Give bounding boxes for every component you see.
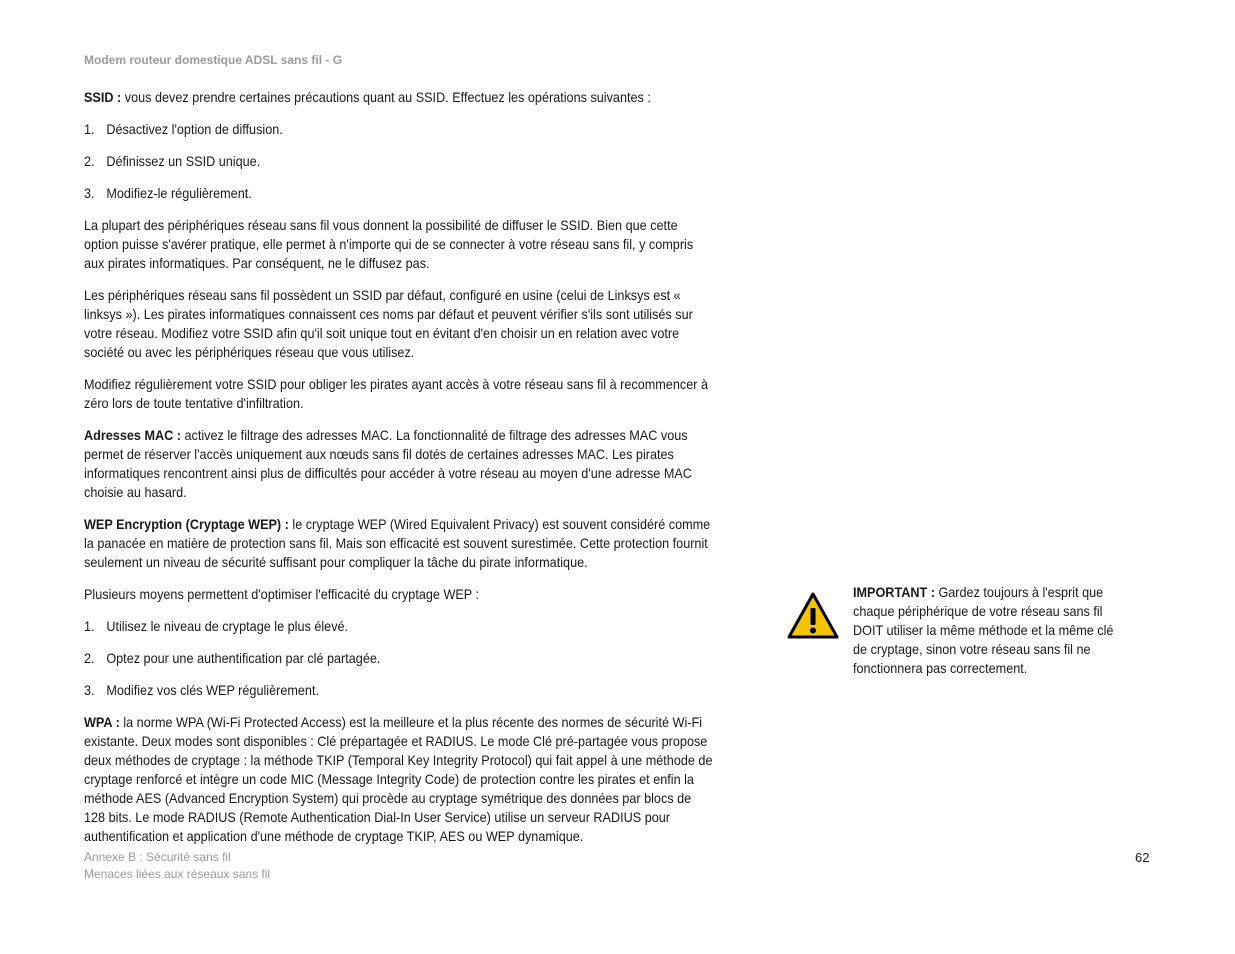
list-item: 1. Désactivez l'option de diffusion.: [84, 122, 283, 137]
important-text: IMPORTANT : Gardez toujours à l'esprit que chaque périphérique de votre réseau sans fil DOIT utiliser la même méthode et la même clé de cryptage, sinon votre réseau sans fil ne fonctionnera pas correctement.: [853, 585, 1114, 676]
ssid-paragraph: Les périphériques réseau sans fil possèdent un SSID par défaut, configuré en usine (celui de Linksys est « linksys »). Les pirates informatiques connaissent ces noms par défaut et peuvent vérifier s'ils sont utilisés sur votre réseau. Modifiez votre SSID afin qu'il soit unique tout en évitant d'en choisir un en relation avec votre société ou avec les périphériques réseau que vous utilisez.: [84, 288, 693, 360]
wep-paragraph: WEP Encryption (Cryptage WEP) : le cryptage WEP (Wired Equivalent Privacy) est souvent considéré comme la panacée en matière de protection sans fil. Mais son efficacité est souvent surestimée. Cette protection fournit seulement un niveau de sécurité suffisant pour compliquer la tâche du pirate informatique.: [84, 517, 711, 570]
footer-chapter: Annexe B : Sécurité sans fil: [84, 850, 231, 864]
wpa-label: WPA :: [84, 715, 120, 730]
ssid-paragraph: Modifiez régulièrement votre SSID pour obliger les pirates ayant accès à votre réseau sans fil à recommencer à zéro lors de toute tentative d'infiltration.: [84, 377, 708, 411]
list-item: 1. Utilisez le niveau de cryptage le plus élevé.: [84, 619, 349, 634]
ssid-steps: [84, 120, 713, 203]
wpa-paragraph: WPA : la norme WPA (Wi-Fi Protected Access) est la meilleure et la plus récente des normes de sécurité Wi-Fi existante. Deux modes sont disponibles : Clé prépartagée et RADIUS. Le mode Clé pré-partagée vous propose deux méthodes de cryptage : la méthode TKIP (Temporal Key Integrity Protocol) qui fait appel à une méthode de cryptage renforcé et intègre un code MIC (Message Integrity Code) de protection contre les pirates et enfin la méthode AES (Advanced Encryption System) qui procède au cryptage symétrique des données par blocs de 128 bits. Le mode RADIUS (Remote Authentication Dial-In User Service) utilise un serveur RADIUS pour authentification et application d'une méthode de cryptage TKIP, AES ou WEP dynamique.: [84, 715, 713, 844]
page-number: 62: [1135, 850, 1150, 865]
list-item: 3. Modifiez-le régulièrement.: [84, 186, 252, 201]
wep-steps: [84, 617, 713, 700]
wep-label: WEP Encryption (Cryptage WEP) :: [84, 517, 289, 532]
mac-label: Adresses MAC :: [84, 428, 181, 443]
important-label: IMPORTANT :: [853, 585, 935, 600]
list-item: 3. Modifiez vos clés WEP régulièrement.: [84, 683, 319, 698]
mac-paragraph: Adresses MAC : activez le filtrage des adresses MAC. La fonctionnalité de filtrage des adresses MAC vous permet de réserver l'accès uniquement aux nœuds sans fil dotés de certaines adresses MAC. Les pirates informatiques rencontrent ainsi plus de difficultés pour accéder à votre réseau au moyen d'une adresse MAC choisie au hasard.: [84, 428, 692, 500]
running-header: Modem routeur domestique ADSL sans fil - G: [84, 53, 343, 67]
ssid-label: SSID :: [84, 90, 122, 105]
list-item: 2. Optez pour une authentification par clé partagée.: [84, 651, 381, 666]
list-item: 2. Définissez un SSID unique.: [84, 154, 261, 169]
wep-intro: Plusieurs moyens permettent d'optimiser l'efficacité du cryptage WEP :: [84, 587, 480, 602]
running-footer: [84, 849, 270, 883]
warning-icon: [786, 591, 840, 641]
ssid-intro: SSID : vous devez prendre certaines précautions quant au SSID. Effectuez les opérations suivantes :: [84, 90, 651, 105]
main-content: [84, 88, 713, 859]
footer-section: Menaces liées aux réseaux sans fil: [84, 867, 271, 881]
ssid-paragraph: La plupart des périphériques réseau sans fil vous donnent la possibilité de diffuser le SSID. Bien que cette option puisse s'avérer pratique, elle permet à n'importe qui de se connecter à votre réseau sans fil, y compris aux pirates informatiques. Par conséquent, ne le diffusez pas.: [84, 218, 694, 271]
